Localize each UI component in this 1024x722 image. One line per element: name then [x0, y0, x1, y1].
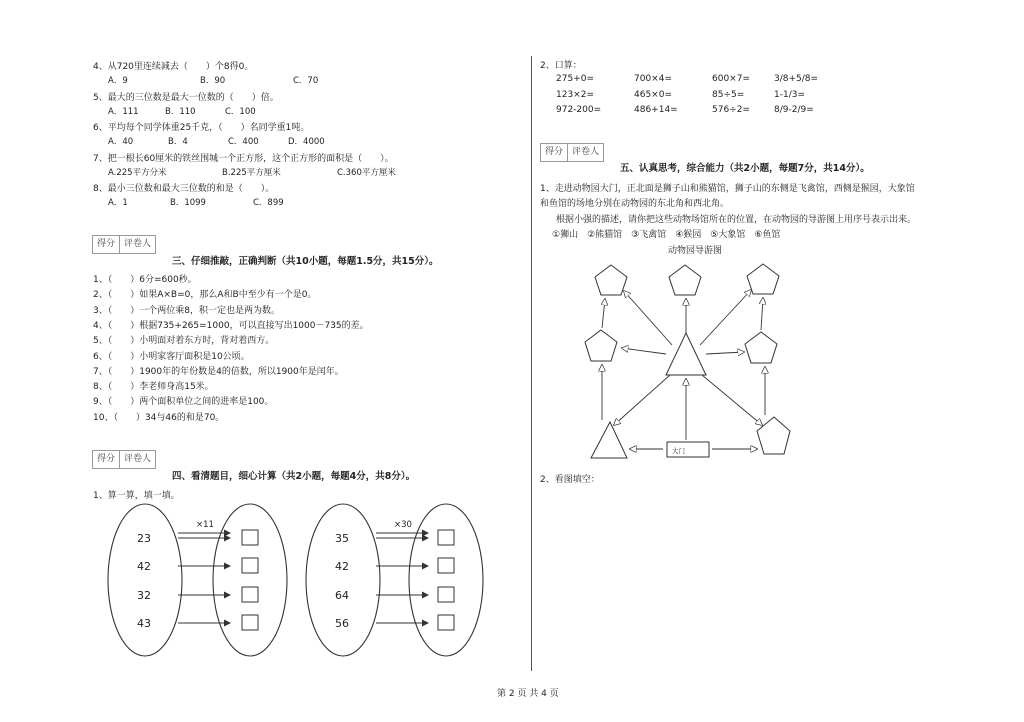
choice-option: C．70 [293, 76, 319, 86]
input-number: 64 [335, 589, 349, 602]
judgement-item: 4、（ ）根据735+265=1000，可以直接写出1000－735的差。 [93, 320, 369, 331]
oral-calc-item: 8/9-2/9= [774, 105, 814, 115]
section4-question1: 1、算一算，填一填。 [93, 491, 180, 501]
oral-calc-item: 576÷2= [712, 105, 750, 115]
pentagon-northwest [595, 265, 627, 295]
pentagon-east [745, 332, 777, 363]
judgement-item: 10、（ ）34与46的和是70。 [93, 412, 225, 423]
oral-calc-item: 123×2= [556, 89, 594, 100]
section5-question2: 2、看图填空： [540, 475, 600, 485]
pentagon-north [669, 265, 701, 295]
choice-option: A．1 [108, 198, 128, 208]
gate-label: 大门 [672, 447, 685, 455]
triangle-southwest [591, 422, 627, 458]
judgement-item: 3、（ ）一个两位乘8，积一定也是两为数。 [93, 305, 280, 316]
pentagon-southeast [757, 417, 790, 454]
choice-option: C．899 [253, 198, 284, 208]
input-number: 32 [137, 589, 151, 602]
judgement-item: 1、（ ）6分=600秒。 [93, 275, 197, 285]
choice-option: C．100 [225, 107, 256, 117]
choice-question: 5、最大的三位数是最大一位数的（ ）倍。 [93, 93, 279, 103]
page-footer: 第 2 页 共 4 页 [497, 689, 559, 699]
oral-calc-item: 3/8+5/8= [774, 74, 819, 84]
score-box: 得分 评卷人 [92, 450, 156, 469]
map-title: 动物园导游图 [668, 246, 723, 256]
judgement-item: 9、（ ）两个面积单位之间的进率是100。 [93, 397, 274, 408]
judgement-item: 2、（ ）如果A×B=0，那么A和B中至少有一个是0。 [93, 290, 317, 301]
judgement-item: 7、（ ）1900年的年份数是4的倍数，所以1900年是闰年。 [93, 366, 344, 377]
choice-option: B.225平方厘米 [222, 168, 281, 178]
choice-option: D．4000 [288, 137, 325, 147]
choice-option: B．4 [168, 137, 188, 147]
pentagon-west [585, 330, 617, 361]
section5-legend: ①狮山 ②熊猫馆 ③飞禽馆 ④猴园 ⑤大象馆 ⑥鱼馆 [552, 230, 781, 240]
section5-title: 五、认真思考，综合能力（共2小题，每题7分，共14分）。 [620, 163, 870, 174]
judgement-item: 5、（ ）小明面对着东方时，背对着西方。 [93, 336, 275, 347]
input-number: 43 [137, 617, 151, 630]
input-number: 56 [335, 617, 349, 630]
judgement-item: 8、（ ）李老师身高15米。 [93, 382, 214, 393]
choice-option: B．110 [165, 107, 196, 117]
choice-option: B．1099 [170, 198, 206, 208]
choice-option: C．400 [228, 137, 259, 147]
choice-question: 7、把一根长60厘米的铁丝围城一个正方形，这个正方形的面积是（ ）。 [93, 154, 394, 164]
choice-option: B．90 [200, 76, 226, 86]
choice-question: 6、平均每个同学体重25千克，（ ）名同学重1吨。 [93, 123, 310, 133]
input-number: 23 [137, 532, 151, 545]
choice-option: C.360平方厘米 [337, 168, 396, 178]
input-number: 35 [335, 532, 349, 545]
choice-question: 8、最小三位数和最大三位数的和是（ ）。 [93, 184, 275, 194]
section3-title: 三、仔细推敲，正确判断（共10小题，每题1.5分，共15分）。 [172, 256, 439, 267]
input-number: 42 [137, 560, 151, 573]
section5-para3: 根据小强的描述，请你把这些动物场馆所在的位置，在动物园的导游图上用序号表示出来。 [556, 215, 917, 225]
operator-label: ×30 [394, 520, 412, 530]
operator-label: ×11 [196, 520, 214, 530]
score-box: 得分 评卷人 [540, 143, 604, 162]
triangle-center [666, 333, 706, 375]
choice-option: A．40 [108, 137, 134, 147]
oral-calc-item: 465×0= [634, 89, 672, 100]
section5-para1: 1、走进动物园大门，正北面是狮子山和熊猫馆，狮子山的东侧是飞禽馆，西侧是猴园，大象馆 [540, 184, 915, 194]
judgement-item: 6、（ ）小明家客厅面积是10公顷。 [93, 351, 250, 362]
oral-calc-item: 85÷5= [712, 89, 745, 100]
oral-calc-item: 972-200= [556, 105, 602, 115]
choice-option: A．9 [108, 76, 128, 86]
oral-calc-item: 486+14= [634, 105, 678, 115]
oral-calc-item: 275+0= [556, 74, 594, 84]
choice-option: A.225平方分米 [108, 168, 167, 178]
choice-option: A．111 [108, 107, 139, 117]
oral-calc-item: 700×4= [634, 74, 672, 84]
oral-calc-item: 1-1/3= [774, 89, 805, 100]
score-box: 得分 评卷人 [92, 235, 156, 254]
section4-title: 四、看清题目，细心计算（共2小题，每题4分，共8分）。 [172, 471, 416, 482]
oral-calc-item: 600×7= [712, 74, 750, 84]
choice-question: 4、从720里连续减去（ ）个8得0。 [93, 62, 254, 72]
section5-para2: 和鱼馆的场地分别在动物园的东北角和西北角。 [540, 199, 730, 209]
pentagon-northeast [747, 264, 779, 294]
input-number: 42 [335, 560, 349, 573]
oral-calc-title: 2、口算： [540, 61, 582, 71]
